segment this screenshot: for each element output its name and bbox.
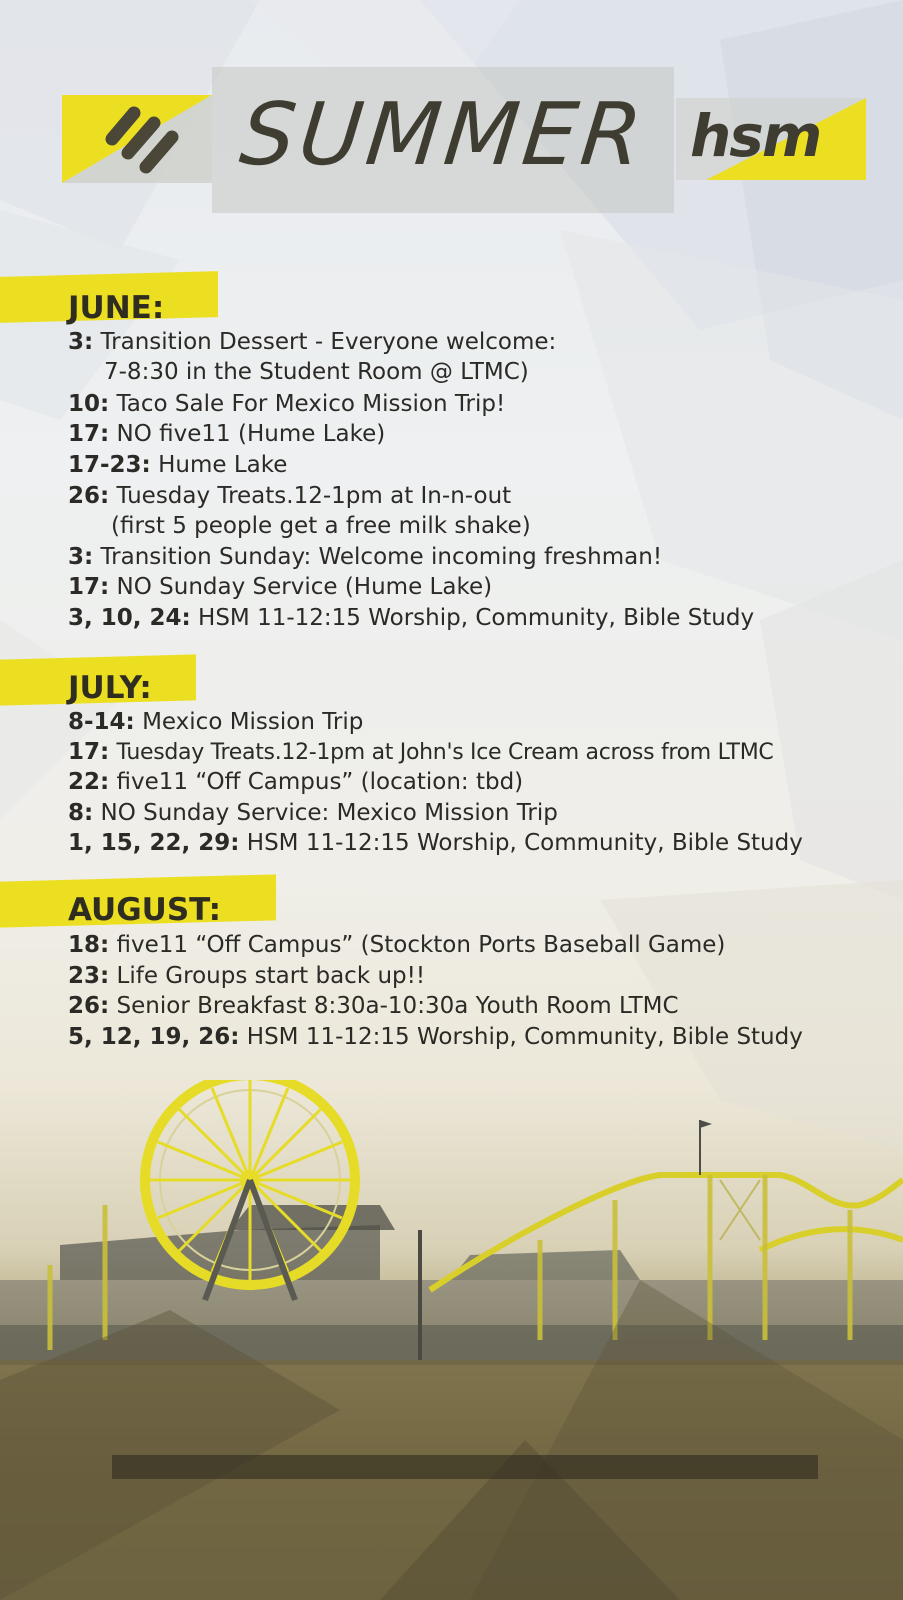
event-date: 8-14:: [68, 709, 135, 735]
event-text: Transition Sunday: Welcome incoming freshman!: [100, 544, 663, 570]
month-heading: JUNE:: [68, 290, 165, 326]
event-item: [68, 1022, 803, 1052]
event-date: 17:: [68, 739, 110, 765]
event-item: [68, 798, 558, 828]
event-text: five11 “Off Campus” (location: tbd): [116, 769, 524, 795]
event-date: 17:: [68, 421, 110, 447]
event-text-cont: 7-8:30 in the Student Room @ LTMC): [104, 359, 529, 385]
event-text: Tuesday Treats.12-1pm at John's Ice Cream across from LTMC: [116, 740, 774, 765]
event-text: Senior Breakfast 8:30a-10:30a Youth Room LTMC: [116, 993, 679, 1019]
event-date: 17:: [68, 574, 110, 600]
pier-scene-illustration: [0, 1080, 903, 1600]
event-text: Transition Dessert - Everyone welcome:: [100, 329, 557, 355]
event-item: [68, 389, 505, 419]
event-date: 5, 12, 19, 26:: [68, 1024, 240, 1050]
event-item: [68, 930, 725, 960]
event-text: HSM 11-12:15 Worship, Community, Bible Study: [246, 830, 803, 856]
event-text: Taco Sale For Mexico Mission Trip!: [116, 391, 506, 417]
month-heading: AUGUST:: [68, 892, 222, 928]
event-text: HSM 11-12:15 Worship, Community, Bible Study: [198, 605, 755, 631]
event-date: 18:: [68, 932, 110, 958]
event-item: [68, 481, 531, 541]
event-item: [68, 707, 363, 737]
event-item: [68, 737, 773, 768]
event-date: 3, 10, 24:: [68, 605, 191, 631]
event-item: [68, 828, 803, 858]
event-date: 3:: [68, 544, 94, 570]
event-date: 10:: [68, 391, 110, 417]
event-text: Life Groups start back up!!: [116, 963, 426, 989]
event-item: [68, 450, 287, 480]
header: [0, 0, 903, 240]
event-item: [68, 327, 556, 387]
title-box: [212, 67, 674, 213]
logo-stripes-icon: [62, 95, 212, 183]
event-date: 1, 15, 22, 29:: [68, 830, 240, 856]
hsm-logo: [676, 98, 866, 180]
event-text: Tuesday Treats.12-1pm at In-n-out: [116, 483, 512, 509]
event-text: NO Sunday Service: Mexico Mission Trip: [100, 800, 558, 826]
brand-name: hsm: [690, 102, 821, 170]
footer-bar: [112, 1455, 818, 1479]
event-date: 8:: [68, 800, 94, 826]
event-item: [68, 603, 754, 633]
page-title: SUMMER: [235, 85, 651, 185]
event-date: 23:: [68, 963, 110, 989]
event-date: 22:: [68, 769, 110, 795]
event-date: 26:: [68, 483, 110, 509]
event-text: HSM 11-12:15 Worship, Community, Bible Study: [246, 1024, 803, 1050]
event-item: [68, 542, 662, 572]
month-heading: JULY:: [68, 670, 152, 706]
event-text: five11 “Off Campus” (Stockton Ports Baseball Game): [116, 932, 726, 958]
event-text: Hume Lake: [158, 452, 288, 478]
event-text: Mexico Mission Trip: [142, 709, 364, 735]
event-date: 26:: [68, 993, 110, 1019]
event-text: NO Sunday Service (Hume Lake): [116, 574, 493, 600]
event-date: 3:: [68, 329, 94, 355]
event-item: [68, 572, 492, 602]
event-item: [68, 961, 425, 991]
event-text-cont: (first 5 people get a free milk shake): [111, 513, 531, 539]
event-text: NO five11 (Hume Lake): [116, 421, 386, 447]
event-item: [68, 991, 679, 1021]
event-item: [68, 767, 523, 797]
event-date: 17-23:: [68, 452, 151, 478]
event-item: [68, 419, 385, 449]
